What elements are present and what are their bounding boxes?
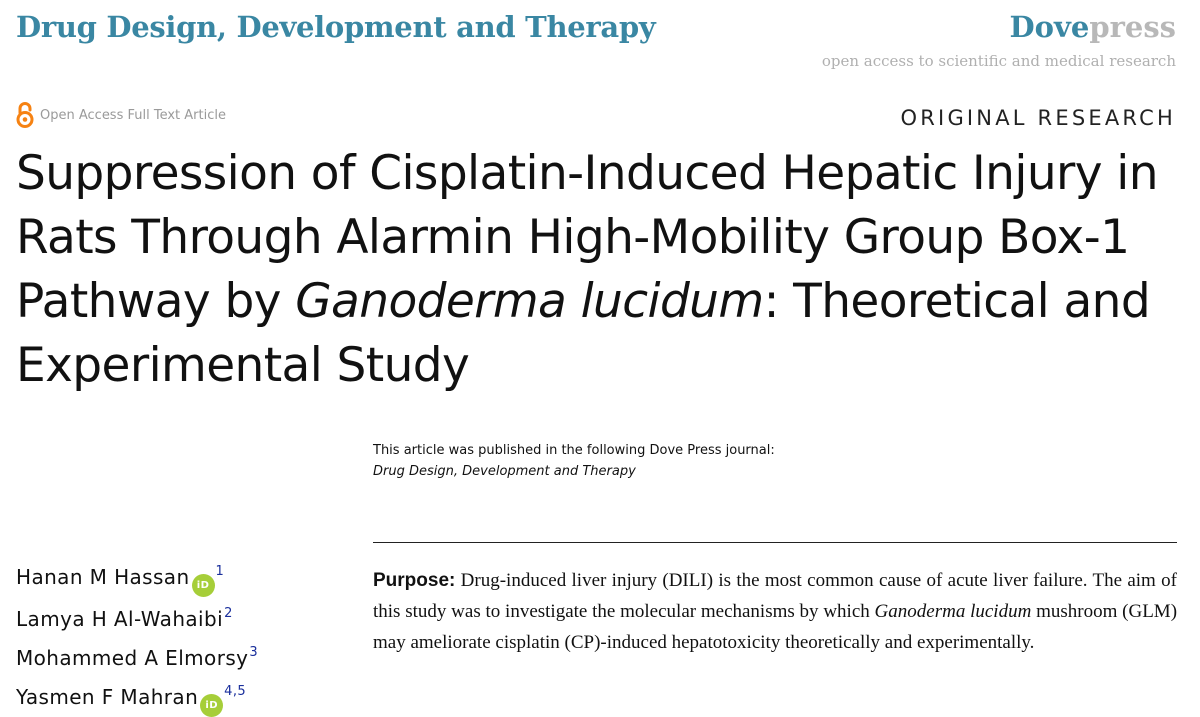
publisher-logo-part1: Dove bbox=[1009, 10, 1090, 44]
article-type: ORIGINAL RESEARCH bbox=[900, 106, 1176, 130]
title-line: Experimental Study bbox=[16, 338, 470, 393]
publication-note bbox=[373, 440, 775, 482]
author-item bbox=[16, 675, 258, 717]
author-name[interactable]: Lamya H Al-Wahaibi bbox=[16, 607, 224, 631]
article-title bbox=[16, 142, 1186, 398]
author-item bbox=[16, 636, 258, 675]
author-name[interactable]: Mohammed A Elmorsy bbox=[16, 646, 249, 670]
open-access-lock-icon bbox=[16, 102, 34, 128]
journal-title[interactable]: Drug Design, Development and Therapy bbox=[16, 10, 656, 44]
purpose-label: Purpose: bbox=[373, 570, 456, 591]
publication-note-journal[interactable]: Drug Design, Development and Therapy bbox=[373, 464, 636, 479]
title-line bbox=[16, 270, 1186, 334]
title-text: : Theoretical and bbox=[763, 274, 1151, 329]
affiliation-marker[interactable]: 3 bbox=[249, 645, 259, 660]
author-name[interactable]: Yasmen F Mahran bbox=[16, 685, 199, 709]
publisher-logo-part2: press bbox=[1089, 10, 1176, 44]
abstract-divider bbox=[373, 542, 1177, 543]
author-item bbox=[16, 597, 258, 636]
title-species-name: Ganoderma lucidum bbox=[295, 274, 764, 329]
open-access-badge bbox=[16, 102, 226, 128]
author-list bbox=[16, 555, 258, 717]
affiliation-marker[interactable]: 1 bbox=[215, 564, 225, 579]
author-name[interactable]: Hanan M Hassan bbox=[16, 565, 190, 589]
title-text: Pathway by bbox=[16, 274, 296, 329]
affiliation-marker[interactable]: 2 bbox=[224, 606, 233, 621]
purpose-species-name: Ganoderma lucidum bbox=[874, 601, 1032, 622]
open-access-label: Open Access Full Text Article bbox=[40, 107, 226, 123]
purpose-text: Drug-induced liver injury (DILI) is the most common cause of acute liver failure. The aim of this study was to investigate the molecular mechanisms by which bbox=[373, 570, 1177, 622]
title-line: Suppression of Cisplatin-Induced Hepatic Injury in bbox=[16, 146, 1158, 201]
orcid-icon[interactable]: iD bbox=[200, 694, 223, 717]
publisher-logo[interactable] bbox=[1010, 10, 1176, 44]
publication-note-text: This article was published in the following Dove Press journal: bbox=[373, 443, 775, 458]
publisher-tagline: open access to scientific and medical research bbox=[821, 52, 1176, 70]
title-line: Rats Through Alarmin High-Mobility Group Box-1 bbox=[16, 210, 1130, 265]
orcid-icon[interactable]: iD bbox=[192, 574, 215, 597]
purpose-text: mushroom (GLM) may ameliorate cisplatin (CP)-induced hepatotoxicity theoretically and experimentally. bbox=[373, 601, 1178, 653]
abstract-purpose bbox=[373, 565, 1177, 658]
author-item bbox=[16, 555, 258, 597]
affiliation-marker[interactable]: 4,5 bbox=[224, 684, 247, 699]
